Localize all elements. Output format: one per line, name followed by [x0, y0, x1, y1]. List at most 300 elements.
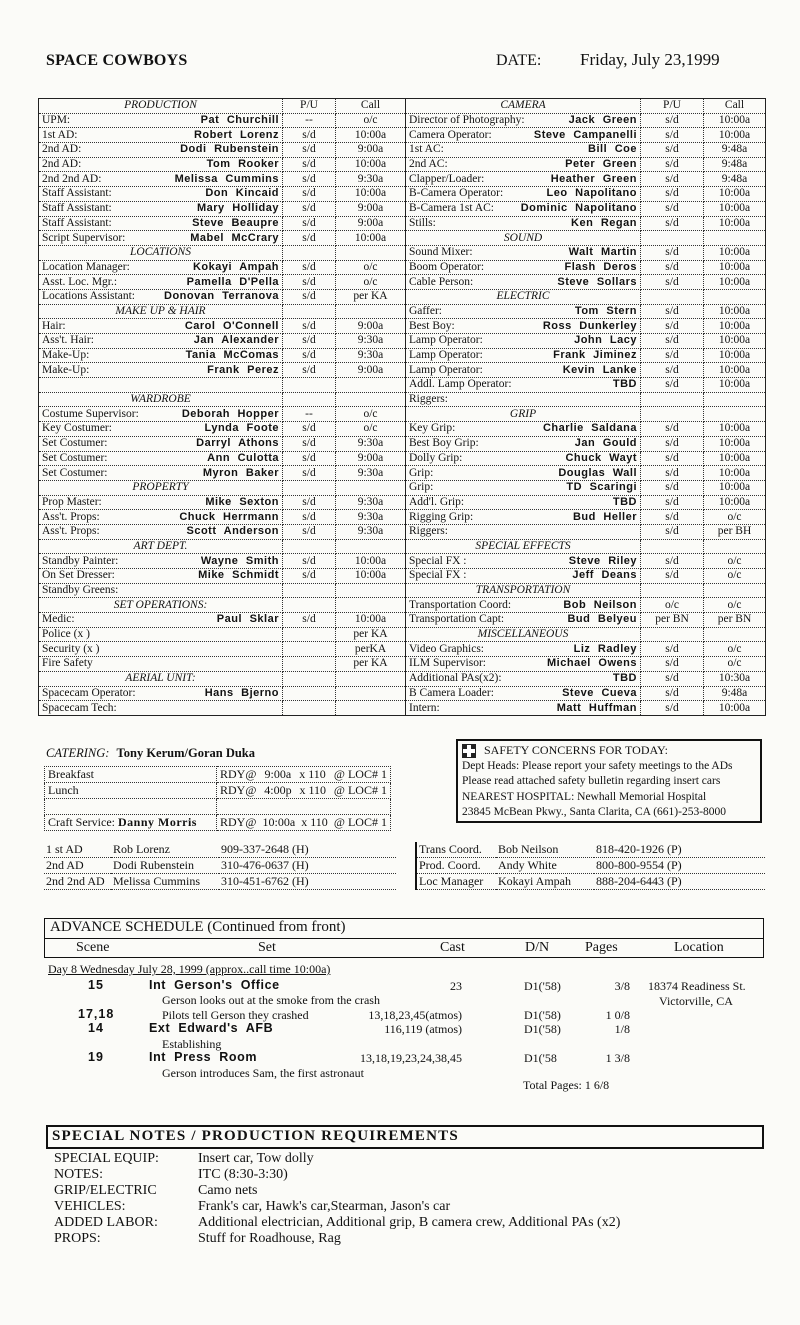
call-cell: per BN	[704, 613, 766, 628]
cast-list: 116,119 (atmos)	[384, 1022, 462, 1036]
crew-cell-left	[39, 569, 283, 584]
crew-cell-right	[406, 216, 641, 231]
call-cell	[704, 392, 766, 407]
role-label: Riggers:	[409, 393, 448, 406]
call-cell: 10:00a	[704, 275, 766, 290]
divider	[44, 938, 764, 939]
crew-cell-left	[39, 348, 283, 363]
crew-cell-right	[406, 480, 641, 495]
call-cell: 10:00a	[704, 466, 766, 481]
crew-name: Melissa Cummins	[174, 172, 279, 185]
ready-cell	[217, 783, 391, 799]
role-label: Add'l. Grip:	[409, 495, 465, 508]
pu-cell: s/d	[641, 671, 704, 686]
crew-cell-right	[406, 701, 641, 716]
call-cell: 9:00a	[336, 363, 406, 378]
scene-number: 15	[88, 978, 104, 992]
crew-name: Douglas Wall	[558, 466, 637, 479]
pu-cell: s/d	[283, 319, 336, 334]
contact-role: 2nd AD	[44, 858, 111, 874]
pu-cell: o/c	[641, 598, 704, 613]
ready-info	[220, 767, 387, 782]
call-cell: 9:30a	[336, 495, 406, 510]
crew-name: Tom Stern	[574, 304, 637, 317]
role-label: Cable Person:	[409, 275, 474, 288]
crew-name: Dominic Napolitano	[520, 202, 637, 215]
safety-line: NEAREST HOSPITAL: Newhall Memorial Hospital	[462, 790, 707, 803]
role-label: Clapper/Loader:	[409, 172, 485, 185]
role-label: Special FX :	[409, 569, 467, 582]
day-night: D1('58)	[524, 979, 561, 993]
call-cell: 9:30a	[336, 172, 406, 187]
crew-cell-left	[39, 99, 283, 114]
crew-cell-left	[39, 480, 283, 495]
qty-value: x 110	[301, 815, 328, 829]
crew-cell-left	[39, 466, 283, 481]
crew-name: Chuck Herrmann	[179, 510, 279, 523]
pu-cell: --	[283, 407, 336, 422]
role-label: Standby Painter:	[42, 554, 119, 567]
crew-name: TBD	[612, 378, 637, 391]
call-cell: o/c	[704, 598, 766, 613]
crew-row	[39, 304, 766, 319]
call-cell: 9:30a	[336, 334, 406, 349]
crew-cell-left	[39, 392, 283, 407]
role-label: Script Supervisor:	[42, 231, 126, 244]
crew-row	[39, 686, 766, 701]
crew-cell-left	[39, 642, 283, 657]
pu-cell: s/d	[641, 348, 704, 363]
day-night: D1('58	[524, 1051, 557, 1065]
role-label: Dolly Grip:	[409, 451, 463, 464]
pu-cell: s/d	[283, 363, 336, 378]
pu-cell: s/d	[283, 495, 336, 510]
crew-cell-right	[406, 671, 641, 686]
meal-cell	[45, 783, 217, 799]
role-label: 2nd AD:	[42, 158, 82, 171]
pu-cell	[283, 686, 336, 701]
crew-cell-left	[39, 128, 283, 143]
crew-cell-right	[406, 422, 641, 437]
pu-cell: s/d	[641, 495, 704, 510]
location-city: Victorville, CA	[659, 994, 733, 1008]
crew-cell-left	[39, 524, 283, 539]
crew-cell-left	[39, 701, 283, 716]
crew-row	[39, 554, 766, 569]
pu-cell: s/d	[283, 143, 336, 158]
special-notes-title: SPECIAL NOTES / PRODUCTION REQUIREMENTS	[52, 1128, 459, 1144]
crew-cell-right	[406, 554, 641, 569]
call-cell: 10:00a	[704, 334, 766, 349]
contact-role: 1 st AD	[44, 842, 111, 858]
call-cell: per BH	[704, 524, 766, 539]
section-heading: GRIP	[509, 407, 537, 420]
call-cell	[704, 583, 766, 598]
note-value: Frank's car, Hawk's car,Stearman, Jason's car	[198, 1199, 451, 1214]
call-cell: Call	[336, 99, 406, 114]
section-heading: LOCATIONS	[130, 246, 191, 259]
note-value: Additional electrician, Additional grip, B camera crew, Additional PAs (x2)	[198, 1215, 621, 1230]
pu-cell	[641, 583, 704, 598]
call-cell	[704, 627, 766, 642]
role-label: UPM:	[42, 114, 71, 127]
crew-row	[39, 378, 766, 393]
pu-cell: per BN	[641, 613, 704, 628]
pu-cell: s/d	[641, 686, 704, 701]
call-cell: 9:48a	[704, 686, 766, 701]
ready-info	[220, 783, 387, 798]
crew-name: Steve Campanelli	[533, 128, 637, 141]
crew-cell-right	[406, 466, 641, 481]
role-label: Hair:	[42, 319, 66, 332]
rdy-value: RDY@	[220, 815, 257, 829]
role-label: Sound Mixer:	[409, 246, 473, 259]
contact-row	[44, 874, 396, 890]
crew-name: Bob Neilson	[563, 598, 637, 611]
production-title: SPACE COWBOYS	[46, 52, 188, 69]
catering-label: CATERING:	[46, 746, 110, 760]
safety-line: Dept Heads: Please report your safety meetings to the ADs	[462, 759, 733, 772]
call-cell: 10:00a	[704, 480, 766, 495]
pu-cell: s/d	[641, 510, 704, 525]
call-cell: 10:00a	[704, 187, 766, 202]
role-label: Rigging Grip:	[409, 510, 474, 523]
scene-description: Gerson looks out at the smoke from the crash	[162, 993, 380, 1007]
crew-name: Frank Perez	[207, 363, 279, 376]
crew-cell-left	[39, 187, 283, 202]
rdy-value: RDY@	[220, 783, 257, 797]
call-cell	[336, 598, 406, 613]
section-heading: SET OPERATIONS:	[113, 598, 208, 611]
crew-row	[39, 583, 766, 598]
col-set: Set	[258, 940, 276, 955]
role-label: Fire Safety	[42, 657, 93, 670]
pu-cell: s/d	[641, 172, 704, 187]
crew-cell-left	[39, 554, 283, 569]
crew-row	[39, 657, 766, 672]
contact-phone: 310-476-0637 (H)	[219, 858, 396, 874]
pu-cell: s/d	[641, 319, 704, 334]
contact-role: Trans Coord.	[416, 842, 496, 858]
crew-name: Don Kincaid	[205, 187, 279, 200]
crew-row	[39, 157, 766, 172]
scene-number: 19	[88, 1050, 104, 1064]
day-night: D1('58)	[524, 1008, 561, 1022]
time-value: 9:00a	[264, 767, 292, 781]
call-cell: o/c	[704, 569, 766, 584]
crew-cell-right	[406, 304, 641, 319]
pu-cell: s/d	[641, 451, 704, 466]
pu-cell: s/d	[283, 216, 336, 231]
pu-cell	[283, 378, 336, 393]
role-label: Set Costumer:	[42, 466, 108, 479]
crew-cell-left	[39, 231, 283, 246]
col-cast: Cast	[440, 940, 465, 955]
call-cell	[336, 686, 406, 701]
role-label: Staff Assistant:	[42, 187, 112, 200]
crew-cell-left	[39, 157, 283, 172]
loc-value: @ LOC# 1	[333, 767, 387, 781]
call-cell: 10:00a	[704, 422, 766, 437]
call-cell	[704, 539, 766, 554]
role-label: Video Graphics:	[409, 642, 484, 655]
role-label: Stills:	[409, 216, 436, 229]
call-cell: 10:00a	[336, 187, 406, 202]
pu-cell: s/d	[283, 157, 336, 172]
role-label: Costume Supervisor:	[42, 407, 139, 420]
call-cell: per KA	[336, 657, 406, 672]
call-cell: 10:00a	[704, 319, 766, 334]
crew-row	[39, 407, 766, 422]
role-label: Spacecam Tech:	[42, 701, 117, 714]
time-value: 4:00p	[264, 783, 292, 797]
crew-name: Bud Belyeu	[567, 613, 637, 626]
crew-name: Hans Bjerno	[204, 686, 279, 699]
call-cell: 10:00a	[704, 128, 766, 143]
pu-cell: s/d	[641, 275, 704, 290]
pu-cell	[641, 627, 704, 642]
crew-row	[39, 319, 766, 334]
crew-row	[39, 451, 766, 466]
role-label: Asst. Loc. Mgr.:	[42, 275, 118, 288]
pages: 3/8	[614, 979, 630, 993]
crew-name: Wayne Smith	[200, 554, 279, 567]
call-cell: 9:30a	[336, 436, 406, 451]
call-cell: 10:00a	[704, 216, 766, 231]
section-heading: ART DEPT.	[133, 539, 188, 552]
role-label: B-Camera 1st AC:	[409, 202, 494, 215]
role-label: B Camera Loader:	[409, 686, 494, 699]
contact-name: Dodi Rubenstein	[111, 858, 219, 874]
pu-cell	[283, 304, 336, 319]
crew-name: Kevin Lanke	[562, 363, 637, 376]
qty-value: x 110	[299, 767, 326, 781]
call-cell: 10:00a	[336, 157, 406, 172]
pu-cell	[641, 539, 704, 554]
crew-cell-left	[39, 436, 283, 451]
crew-cell-right	[406, 436, 641, 451]
pu-cell	[283, 671, 336, 686]
crew-cell-right	[406, 157, 641, 172]
cast-list: 13,18,23,45(atmos)	[368, 1008, 462, 1022]
pu-cell: s/d	[283, 187, 336, 202]
crew-name: Jack Green	[568, 114, 637, 127]
crew-name: TBD	[612, 672, 637, 685]
call-cell	[336, 583, 406, 598]
crew-cell-left	[39, 363, 283, 378]
call-cell: o/c	[704, 510, 766, 525]
crew-name: Matt Huffman	[556, 701, 637, 714]
pu-cell: s/d	[641, 304, 704, 319]
catering-table	[44, 766, 391, 831]
col-dn: D/N	[525, 940, 550, 955]
crew-cell-left	[39, 319, 283, 334]
set-name: Ext Edward's AFB	[149, 1021, 274, 1035]
pu-cell	[283, 627, 336, 642]
crew-name: Bill Coe	[588, 143, 637, 156]
crew-cell-left	[39, 334, 283, 349]
crew-row	[39, 524, 766, 539]
crew-cell-right	[406, 407, 641, 422]
advance-schedule-title: ADVANCE SCHEDULE (Continued from front)	[50, 919, 346, 935]
catering-heading	[46, 746, 255, 761]
pu-cell: P/U	[283, 99, 336, 114]
contact-row	[44, 842, 396, 858]
crew-name: Ann Culotta	[207, 451, 279, 464]
crew-name: Dodi Rubenstein	[180, 143, 279, 156]
pu-cell: s/d	[641, 245, 704, 260]
role-label: Ass't. Props:	[42, 510, 100, 523]
call-cell: Call	[704, 99, 766, 114]
section-heading: PROPERTY	[132, 481, 189, 494]
crew-row	[39, 436, 766, 451]
location-address: 18374 Readiness St.	[648, 979, 746, 993]
crew-row	[39, 113, 766, 128]
crew-cell-right	[406, 613, 641, 628]
pu-cell	[283, 480, 336, 495]
section-heading: SPECIAL EFFECTS	[475, 539, 571, 552]
crew-name: Frank Jiminez	[553, 349, 637, 362]
call-cell: 10:30a	[704, 671, 766, 686]
meal-label: Lunch	[48, 783, 79, 797]
pu-cell: s/d	[283, 524, 336, 539]
role-label: Transportation Coord:	[409, 598, 512, 611]
day-night: D1('58)	[524, 1022, 561, 1036]
crew-call-table	[38, 98, 766, 716]
note-label: ADDED LABOR:	[54, 1215, 158, 1230]
section-heading: MAKE UP & HAIR	[115, 304, 206, 317]
crew-cell-left	[39, 613, 283, 628]
note-label: SPECIAL EQUIP:	[54, 1151, 159, 1166]
catering-row	[45, 799, 391, 815]
safety-concerns-box	[456, 739, 762, 823]
crew-row	[39, 598, 766, 613]
call-cell: 9:48a	[704, 143, 766, 158]
crew-row	[39, 201, 766, 216]
crew-cell-left	[39, 260, 283, 275]
role-label: ILM Supervisor:	[409, 657, 486, 670]
call-cell: 10:00a	[704, 701, 766, 716]
call-cell: o/c	[704, 554, 766, 569]
contact-name: Melissa Cummins	[111, 874, 219, 890]
contact-row	[416, 874, 765, 890]
crew-row	[39, 539, 766, 554]
call-cell	[704, 289, 766, 304]
call-cell: 9:30a	[336, 466, 406, 481]
call-cell: 10:00a	[704, 495, 766, 510]
role-label: Security (x )	[42, 642, 100, 655]
pu-cell: s/d	[641, 363, 704, 378]
craft-service-person: Danny Morris	[117, 815, 197, 829]
call-cell: 9:30a	[336, 524, 406, 539]
pu-cell: s/d	[641, 128, 704, 143]
pu-cell: --	[283, 113, 336, 128]
crew-cell-left	[39, 304, 283, 319]
safety-line: 23845 McBean Pkwy., Santa Clarita, CA (661)-253-8000	[462, 806, 727, 818]
crew-cell-left	[39, 627, 283, 642]
crew-row	[39, 510, 766, 525]
role-label: Standby Greens:	[42, 584, 119, 597]
pu-cell: s/d	[641, 701, 704, 716]
crew-row	[39, 671, 766, 686]
contact-phone: 888-204-6443 (P)	[594, 874, 765, 890]
crew-name: Ross Dunkerley	[542, 319, 637, 332]
ready-cell	[217, 767, 391, 783]
contact-name: Kokayi Ampah	[496, 874, 594, 890]
role-label: Riggers:	[409, 525, 448, 538]
role-label: Addl. Lamp Operator:	[409, 378, 512, 391]
pu-cell: s/d	[283, 289, 336, 304]
crew-cell-right	[406, 348, 641, 363]
role-label: Grip:	[409, 481, 434, 494]
pu-cell: s/d	[641, 143, 704, 158]
pages: 1 3/8	[605, 1051, 630, 1065]
crew-name: Mary Holliday	[196, 202, 279, 215]
crew-cell-left	[39, 510, 283, 525]
section-heading: SOUND	[503, 231, 543, 244]
note-value: ITC (8:30-3:30)	[198, 1167, 288, 1182]
total-pages	[523, 1078, 609, 1093]
crew-name: Myron Baker	[202, 466, 279, 479]
call-cell: o/c	[336, 422, 406, 437]
crew-cell-right	[406, 510, 641, 525]
crew-name: Michael Owens	[547, 657, 637, 670]
crew-name: Mike Schmidt	[198, 569, 279, 582]
catering-row	[45, 783, 391, 799]
call-cell: 9:00a	[336, 451, 406, 466]
note-label: PROPS:	[54, 1231, 101, 1246]
call-cell	[336, 539, 406, 554]
contact-phone: 800-800-9554 (P)	[594, 858, 765, 874]
call-cell: 9:48a	[704, 157, 766, 172]
crew-row	[39, 363, 766, 378]
crew-cell-right	[406, 201, 641, 216]
crew-cell-right	[406, 231, 641, 246]
call-cell	[336, 671, 406, 686]
crew-row	[39, 348, 766, 363]
call-cell: 9:00a	[336, 319, 406, 334]
crew-cell-left	[39, 598, 283, 613]
crew-cell-left	[39, 378, 283, 393]
safety-line: Please read attached safety bulletin regarding insert cars	[462, 775, 721, 787]
crew-cell-left	[39, 686, 283, 701]
role-label: Boom Operator:	[409, 260, 485, 273]
crew-name: Steve Beaupre	[192, 216, 279, 229]
role-label: Lamp Operator:	[409, 334, 483, 347]
crew-name: Steve Sollars	[557, 275, 637, 288]
scene-description: Pilots tell Gerson they crashed	[162, 1008, 309, 1022]
note-label: NOTES:	[54, 1167, 103, 1182]
crew-name: Bud Heller	[572, 510, 637, 523]
crew-name: Scott Anderson	[186, 525, 279, 538]
call-cell: 10:00a	[704, 260, 766, 275]
pu-cell: s/d	[283, 510, 336, 525]
scene-description: Gerson introduces Sam, the first astronaut	[162, 1066, 364, 1080]
pu-cell	[641, 407, 704, 422]
crew-cell-left	[39, 113, 283, 128]
call-cell	[336, 701, 406, 716]
call-cell: o/c	[704, 657, 766, 672]
crew-cell-right	[406, 99, 641, 114]
role-label: Prop Master:	[42, 495, 102, 508]
role-label: Best Boy Grip:	[409, 437, 479, 450]
crew-row	[39, 289, 766, 304]
crew-name: Lynda Foote	[204, 422, 279, 435]
contact-role: Prod. Coord.	[416, 858, 496, 874]
call-cell: 10:00a	[336, 613, 406, 628]
role-label: Staff Assistant:	[42, 216, 112, 229]
crew-name: Donovan Terranova	[164, 290, 279, 303]
